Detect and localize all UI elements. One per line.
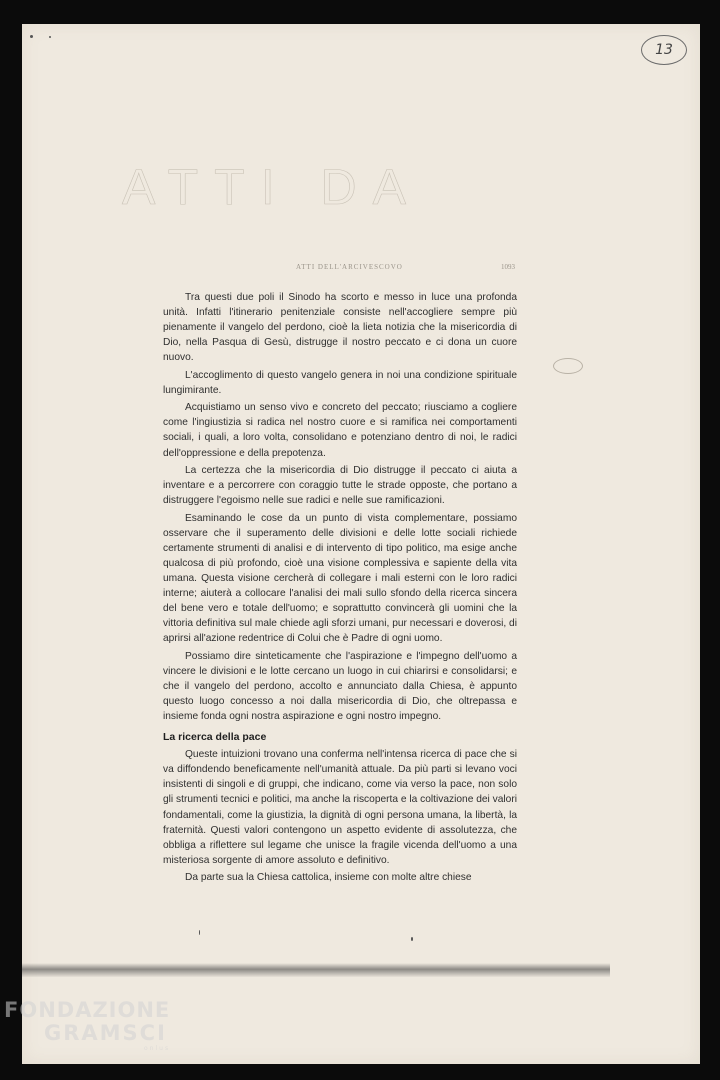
watermark-logo <box>4 1000 170 1052</box>
paragraph-5: Esaminando le cose da un punto di vista complementare, possiamo osservare che il superamento delle divisioni e delle lotte sociali richiede certamente strumenti di analisi e di intervento di tipo politico, ma esige anche qualcosa di più profondo, cioè una visione complessiva e sapiente della vita umana. Questa visione cercherà di collegare i mali esterni con le loro radici interne; aiuterà a collocare l'analisi dei mali sullo sfondo della ricerca sincera del bene vero e totale dell'uomo; e soprattutto convincerà gli uomini che la vittoria definitiva sul male chiede agli sforzi umani, pur necessari e doverosi, di aprirsi all'azione redentrice di Colui che è Padre di ogni uomo. <box>163 512 517 645</box>
paragraph-4: La certezza che la misericordia di Dio distrugge il peccato ci aiuta a inventare e a percorrere con coraggio tutte le strade opposte, che portano a distruggere l'egoismo nelle sue radici e nelle sue ramificazioni. <box>163 464 517 507</box>
watermark-line-2: GRAMSCI <box>44 1021 167 1045</box>
paragraph-8: Da parte sua la Chiesa cattolica, insieme con molte altre chiese <box>185 872 472 884</box>
paragraph-2: L'accoglimento di questo vangelo genera in noi una condizione spirituale lungimirante. <box>163 369 517 396</box>
paragraph-1: Tra questi due poli il Sinodo ha scorto e messo in luce una profonda unità. Infatti l'itinerario penitenziale consiste nell'accogliere sempre più pienamente il vangelo del perdono, cioè la lieta notizia che la misericordia di Dio, nella Pasqua di Gesù, distrugge il nostro peccato e ci dona un cuore nuovo. <box>163 292 517 364</box>
dust-speck <box>199 930 200 935</box>
paper-stain <box>553 358 583 374</box>
page-number: 1093 <box>501 263 515 271</box>
scan-fold-shadow <box>22 963 610 977</box>
dust-speck <box>411 937 413 941</box>
watermark-sub: onlus <box>144 1045 171 1052</box>
dust-speck <box>49 36 51 38</box>
running-head: ATTI DELL'ARCIVESCOVO <box>296 263 403 271</box>
paragraph-6: Possiamo dire sinteticamente che l'aspirazione e l'impegno dell'uomo a vincere le divisioni e le lotte cercano un luogo in cui chiarirsi e consolidarsi; e che il vangelo del perdono, accolto e annunciato dalla Chiesa, è appunto questo luogo concesso a noi dalla misericordia di Dio, che oltrepassa e insieme fonda ogni nostra aspirazione e ogni nostro impegno. <box>163 650 517 723</box>
watermark-line-1: FONDAZIONE <box>4 998 171 1022</box>
dust-speck <box>30 35 33 38</box>
section-heading: La ricerca della pace <box>163 731 267 744</box>
paragraph-3: Acquistiamo un senso vivo e concreto del peccato; riusciamo a cogliere come l'ingiustizia si radica nel nostro cuore e si ramifica nei comportamenti sociali, i quali, a loro volta, consolidano e potenziano dentro di noi, le radici dell'oppressione e della prepotenza. <box>163 402 517 459</box>
archive-number-mark: 13 <box>641 35 687 65</box>
paragraph-7: Queste intuizioni trovano una conferma nell'intensa ricerca di pace che si va diffondendo beneficamente nell'umanità attuale. Da più parti si levano voci insistenti di singoli e di gruppi, che indicano, come via verso la pace, non solo gli strumenti tecnici e politici, ma anche la riscoperta e la coltivazione dei valori fondamentali, come la giustizia, la dignità di ogni persona umana, la libertà, la fraternità. Questi valori contengono un aspetto evidente di assolutezza, che obbliga a riflettere sul legame che unisce la fragile vicenda dell'uomo a una misteriosa sorgente di amore assoluto e definitivo. <box>163 749 517 866</box>
ghost-letters: ATTI DA <box>122 159 422 215</box>
body-text <box>163 290 517 888</box>
